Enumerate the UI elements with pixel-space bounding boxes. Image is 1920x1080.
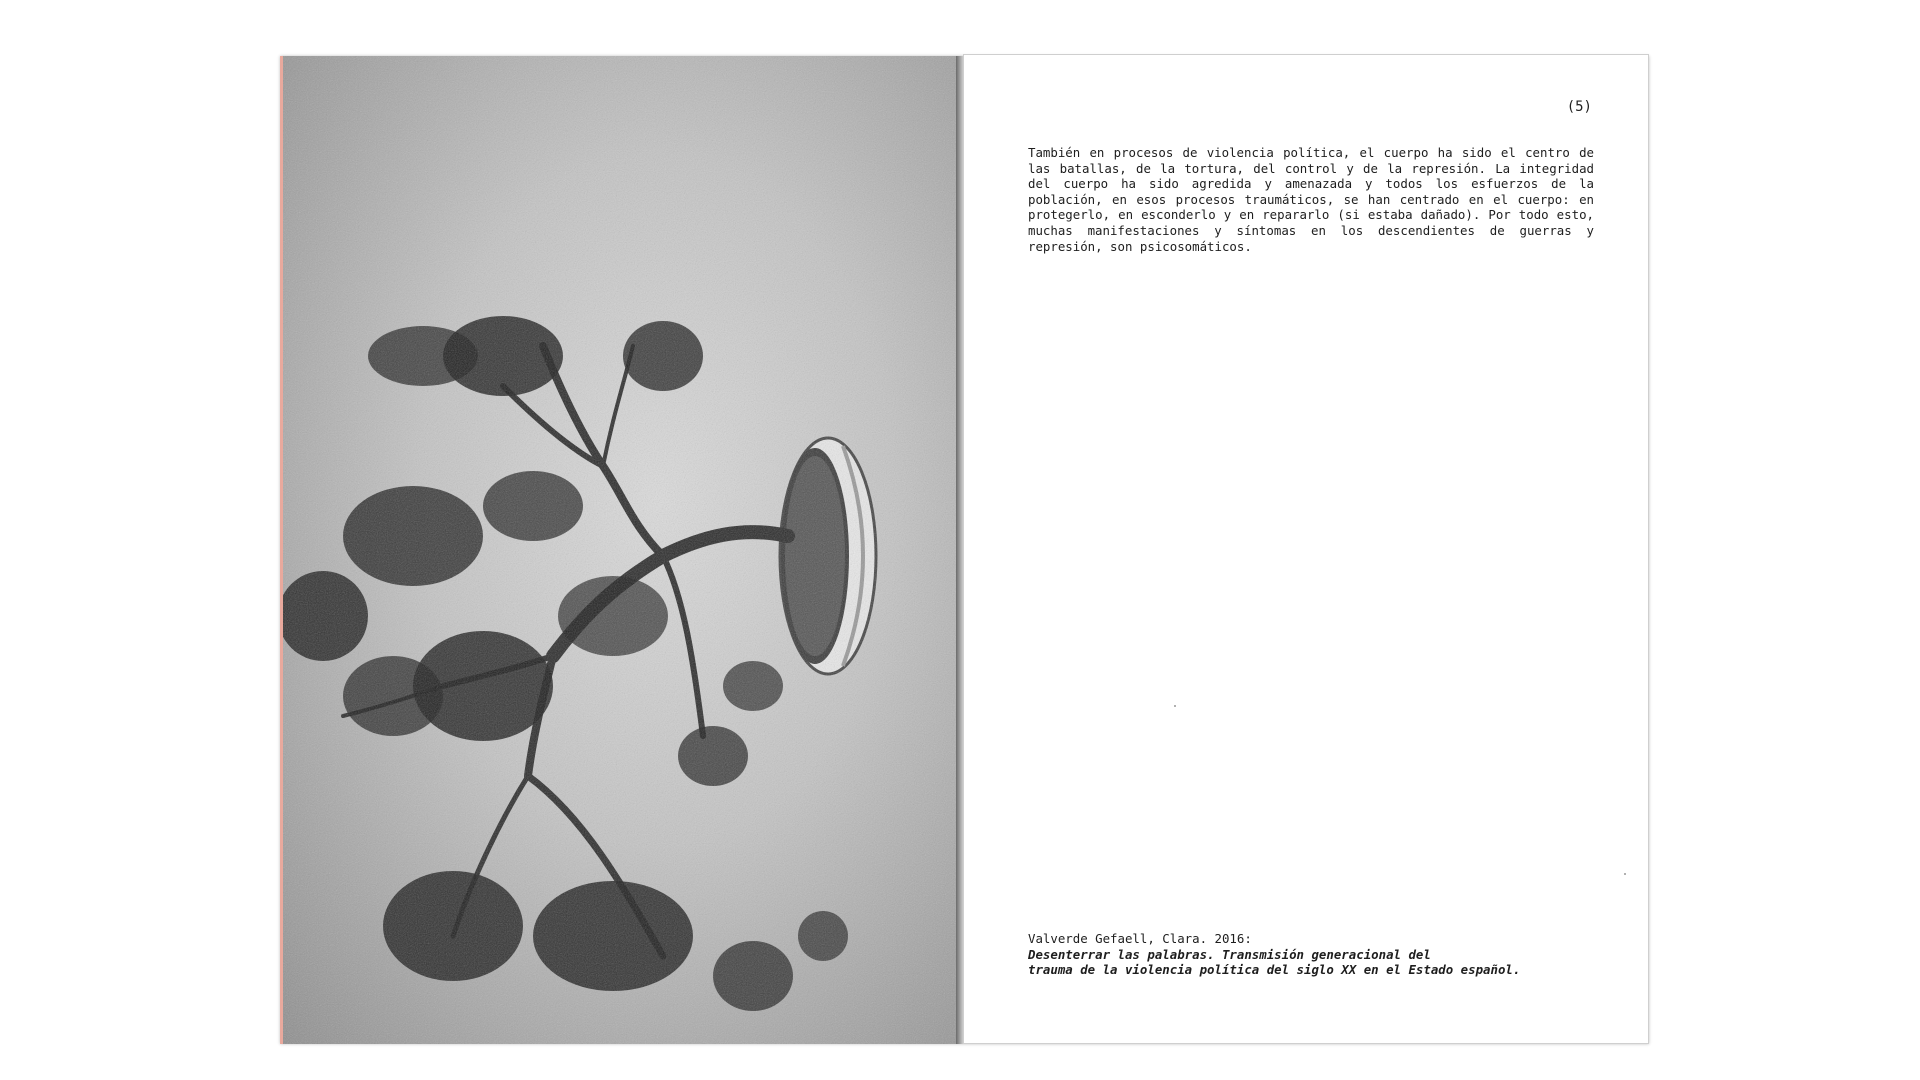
bonsai-photo — [283, 56, 963, 1044]
booklet-spread — [280, 56, 1649, 1044]
left-page-photo — [280, 56, 963, 1044]
citation-title-line-1: Desenterrar las palabras. Transmisión generacional del — [1028, 946, 1431, 962]
paper-speck — [1624, 873, 1626, 875]
body-text: También en procesos de violencia política, el cuerpo ha sido el centro de las batallas, de la tortura, del control y de la represión. La integridad del cuerpo ha sido agredida y amenazada y todos los esfuerzos de la población, en esos procesos traumáticos, se han centrado en el cuerpo: en protegerlo, en esconderlo y en repararlo (si estaba dañado). Por todo esto, muchas manifestaciones y síntomas en los descendientes de guerras y represión, son psicosomáticos. — [1028, 145, 1594, 254]
right-page — [963, 54, 1649, 1044]
citation — [1028, 931, 1608, 978]
page-number: (5) — [1566, 99, 1592, 115]
citation-title-line-2: trauma de la violencia política del siglo XX en el Estado español. — [1028, 962, 1521, 978]
paper-speck — [1174, 705, 1176, 707]
citation-author: Valverde Gefaell, Clara. 2016: — [1028, 931, 1252, 946]
